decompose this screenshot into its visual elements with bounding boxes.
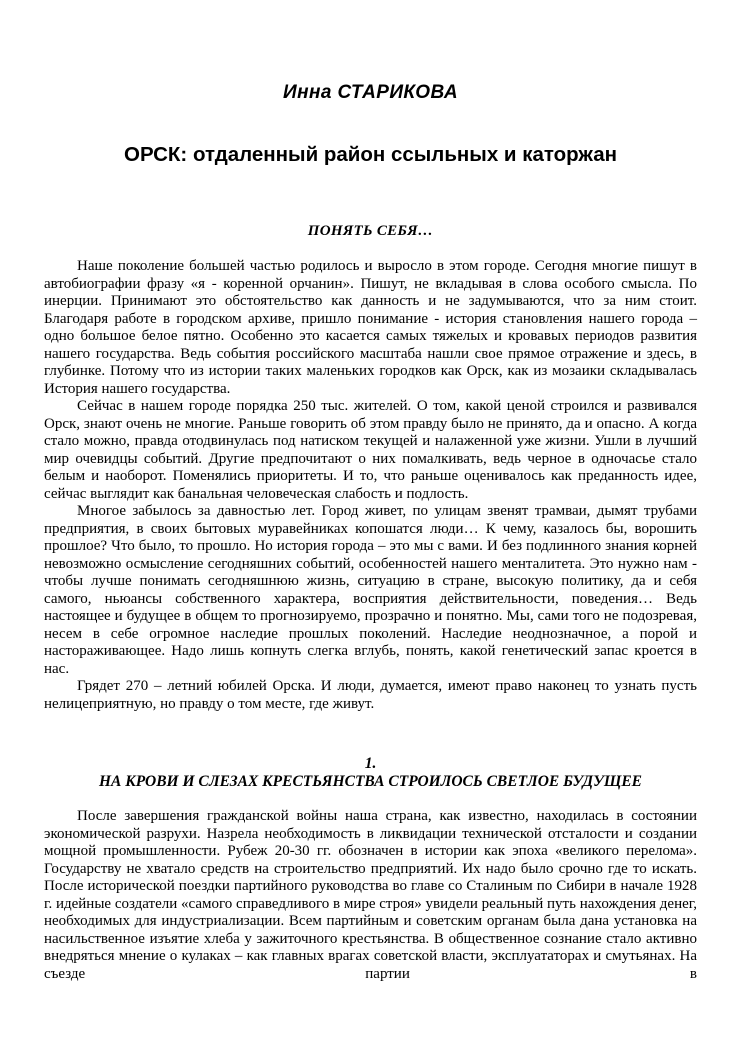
author-byline: Инна СТАРИКОВА — [283, 82, 458, 103]
intro-paragraph-2: Сейчас в нашем городе порядка 250 тыс. жителей. О том, какой ценой строился и развивался Орск, знают очень не многие. Раньше говорить об этом правду было не принято, да и опасно. А когда стало можно, правда отодвинулась под натиском текущей и налаженной уже жизни. Ушли в лучший мир очевидцы событий. Другие предпочитают о них помалкивать, ведь черное в одночасье стало белым и наоборот. Поменялись приоритеты. И то, что раньше оценивалось как преданность идее, сейчас выглядит как банальная человеческая слабость и подлость. — [44, 398, 697, 502]
chapter-title: НА КРОВИ И СЛЕЗАХ КРЕСТЬЯНСТВА СТРОИЛОСЬ СВЕТЛОЕ БУДУЩЕЕ — [98, 772, 642, 790]
intro-section-heading: ПОНЯТЬ СЕБЯ… — [307, 223, 434, 239]
chapter-number: 1. — [364, 755, 377, 772]
intro-paragraph-1: Наше поколение большей частью родилось и выросло в этом городе. Сегодня многие пишут в автобиографии фразу «я - коренной орчанин». Пишут, не вкладывая в слова особого смысла. По инерции. Принимают это обстоятельство как данность и не задумываются, что за ним стоит. Благодаря работе в городском архиве, пришло понимание - история становления нашего города – одно большое белое пятно. Особенно это касается самых тяжелых и кровавых периодов развития нашего государства. Ведь события российского масштаба нашли свое прямое отражение и здесь, в глубинке. Потому что из истории таких маленьких городков как Орск, как из мозаики складывалась История нашего государства. — [44, 258, 697, 397]
chapter-1-heading-block — [44, 755, 697, 790]
chapter-1-paragraph-1: После завершения гражданской войны наша страна, как известно, находилась в состоянии экономической разрухи. Назрела необходимость в ликвидации технической отсталости и создании мощной промышленности. Рубеж 20-30 гг. обозначен в истории как эпоха «великого перелома». Государству не хватало средств на строительство предприятий. Их надо было срочно где то искать. После исторической поездки партийного руководства во главе со Сталиным по Сибири в начале 1928 г. идейные создатели «самого справедливого в мире строя» увидели реальный путь нахождения денег, необходимых для индустриализации. Всем партийным и советским органам была дана установка на насильственное изъятие хлеба у зажиточного крестьянства. В общественное сознание стало активно внедряться мнение о кулаках – как главных врагах советской власти, эксплуататорах и смутьянах. На съезде партии в — [44, 808, 697, 982]
document-title: ОРСК: отдаленный район ссыльных и каторжан — [124, 143, 617, 166]
intro-paragraph-3: Многое забылось за давностью лет. Город живет, по улицам звенят трамваи, дымят трубами предприятия, в своих бытовых муравейниках копошатся люди… К чему, казалось бы, ворошить прошлое? Что было, то прошло. Но история города – это мы с вами. И без подлинного знания корней невозможно осмысление сегодняшних событий, особенностей нашего менталитета. Это нужно нам - чтобы лучше понимать сегодняшнюю жизнь, ситуацию в стране, высокую политику, да и себя самого, ньюансы собственного характера, восприятия действительности, поведения… Ведь настоящее и будущее в общем то прогнозируемо, прозрачно и понятно. Мы, сами того не подозревая, несем в себе огромное наследие прошлых поколений. Наследие неоднозначное, а порой и настораживающее. Надо лишь копнуть слегка вглубь, понять, какой генетический запас кроется в нас. — [44, 503, 697, 677]
intro-paragraph-4: Грядет 270 – летний юбилей Орска. И люди, думается, имеют право наконец то узнать пусть нелицеприятную, но правду о том месте, где живут. — [44, 678, 697, 712]
